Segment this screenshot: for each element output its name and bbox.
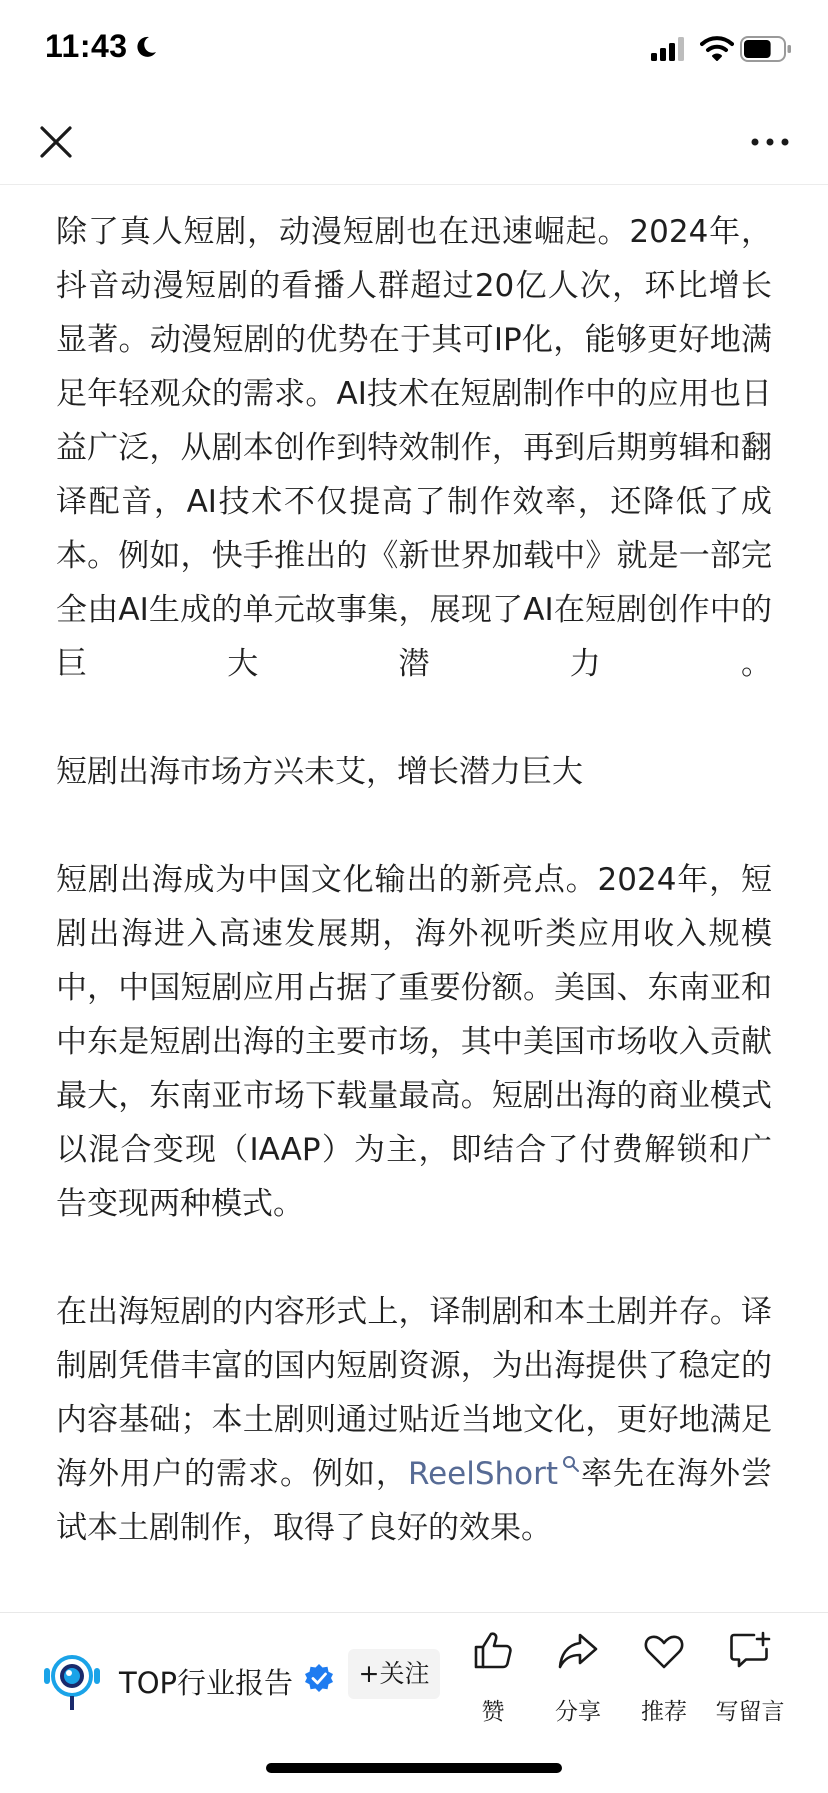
share-label: 分享: [555, 1699, 601, 1725]
paragraph-3: [56, 1285, 772, 1555]
comment-icon: [728, 1629, 772, 1673]
reelshort-link-text: ReelShort: [407, 1456, 559, 1492]
paragraph-3-text: 在出海短剧的内容形式上，译制剧和本土剧并存。译制剧凭借丰富的国内短剧资源，为出海提供了稳定的内容基础；本土剧则通过贴近当地文化，更好地满足海外用户的需求。例如，: [56, 1294, 772, 1492]
reelshort-link[interactable]: [408, 1456, 580, 1492]
write-comment-button[interactable]: [708, 1629, 792, 1739]
account-logo-icon[interactable]: [42, 1648, 102, 1712]
paragraph-1: 除了真人短剧，动漫短剧也在迅速崛起。2024年，抖音动漫短剧的看播人群超过20亿人次，环比增长显著。动漫短剧的优势在于其可IP化，能够更好地满足年轻观众的需求。AI技术在短剧制作中的应用也日益广泛，从剧本创作到特效制作，再到后期剪辑和翻译配音，AI技术不仅提高了制作效率，还降低了成本。例如，快手推出的《新世界加载中》就是一部完全由AI生成的单元故事集，展现了AI在短剧创作中的巨大潜力。: [56, 214, 772, 682]
moon-icon: [134, 35, 158, 59]
like-button[interactable]: [451, 1629, 535, 1739]
more-icon[interactable]: [746, 120, 794, 164]
status-bar: [0, 0, 828, 100]
like-label: 赞: [481, 1699, 505, 1725]
cellular-signal-icon: [651, 37, 687, 61]
thumbs-up-icon: [471, 1629, 515, 1673]
write-comment-label: 写留言: [715, 1699, 785, 1725]
recommend-button[interactable]: [622, 1629, 706, 1739]
share-icon: [556, 1629, 600, 1673]
nav-bar: [0, 100, 828, 185]
search-icon: [562, 1455, 580, 1473]
paragraph-2: 短剧出海成为中国文化输出的新亮点。2024年，短剧出海进入高速发展期，海外视听类应用收入规模中，中国短剧应用占据了重要份额。美国、东南亚和中东是短剧出海的主要市场，其中美国市场收入贡献最大，东南亚市场下载量最高。短剧出海的商业模式以混合变现（IAAP）为主，即结合了付费解锁和广告变现两种模式。: [56, 862, 772, 1222]
heart-icon: [642, 1629, 686, 1673]
article-body: [56, 205, 772, 1555]
share-button[interactable]: [536, 1629, 620, 1739]
close-icon[interactable]: [34, 120, 78, 164]
battery-icon: [740, 36, 792, 62]
follow-button[interactable]: +关注: [348, 1649, 440, 1699]
verified-badge-icon: [304, 1663, 334, 1693]
section-heading: 短剧出海市场方兴未艾，增长潜力巨大: [56, 754, 583, 790]
status-time: 11:43: [45, 28, 128, 64]
wifi-icon: [700, 34, 734, 62]
home-indicator[interactable]: [266, 1763, 562, 1773]
paragraph-3-tail: 率先在海外尝试本土剧制作，取得了良好的效果。: [56, 1456, 773, 1546]
recommend-label: 推荐: [641, 1699, 687, 1725]
account-name[interactable]: TOP行业报告: [119, 1666, 294, 1700]
